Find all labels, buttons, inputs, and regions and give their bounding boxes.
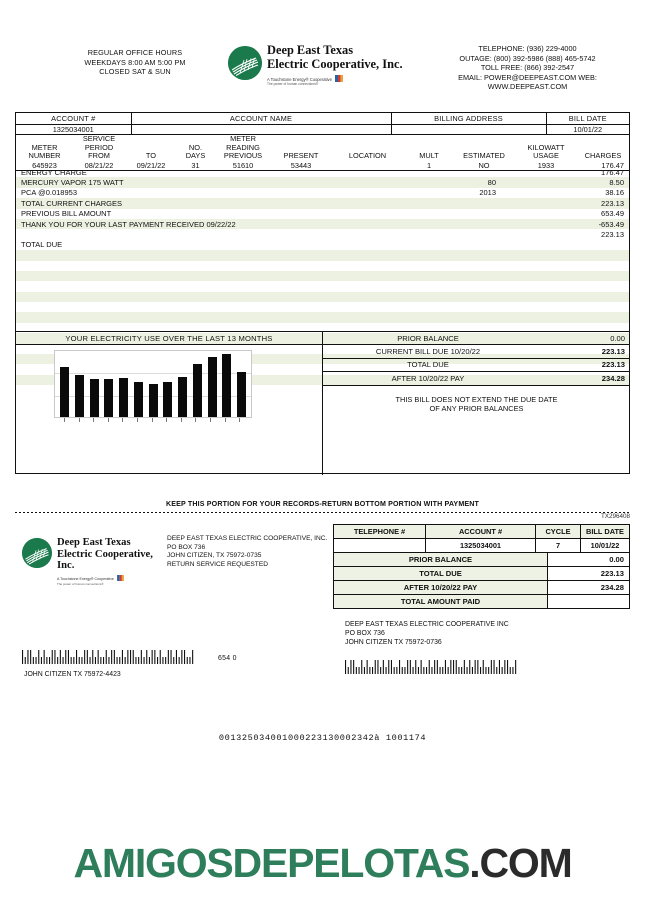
balance-value: 234.28 [601, 373, 625, 383]
col-charges: CHARGES [577, 135, 629, 161]
balance-value: 223.13 [601, 360, 625, 370]
usage-bar-tick [93, 418, 94, 422]
usage-bar-tick [181, 418, 182, 422]
service-from-value: 08/21/22 [73, 161, 125, 171]
stub-account-header: ACCOUNT # [426, 525, 536, 538]
balance-value: 223.13 [601, 347, 625, 357]
stub-account-value: 1325034001 [426, 539, 536, 552]
remit-line-3: JOHN CITIZEN TX 75972-0736 [345, 639, 442, 647]
stub-company-address-line-1: DEEP EAST TEXAS ELECTRIC COOPERATIVE, INC. [167, 535, 328, 542]
form-code: TX296408 [600, 513, 630, 520]
company-name-line-2: Electric Cooperative, Inc. [267, 56, 403, 71]
watermark [0, 840, 645, 887]
bill-date-header: BILL DATE [546, 113, 629, 124]
touchstone-subtagline: The power of human connections® [267, 81, 319, 86]
prior-balance-note-line-2: OF ANY PRIOR BALANCES [429, 403, 524, 413]
balance-label: PRIOR BALANCE [397, 333, 459, 343]
usage-chart-ticks [54, 418, 252, 423]
prior-balance-note [323, 386, 630, 414]
usage-bar [104, 379, 113, 417]
stub-summary-value: 0.00 [609, 555, 624, 564]
stub-company-name-line-1: Deep East Texas [57, 537, 131, 548]
stub-company-logo [22, 535, 167, 586]
usage-bar [193, 364, 202, 417]
contact-web: WWW.DEEPEAST.COM [487, 82, 568, 92]
mult-value: 1 [405, 161, 453, 171]
charge-units: 2013 [479, 188, 496, 198]
watermark-green-text: AMIGOSDEPELOTAS [73, 840, 470, 886]
usage-bar-tick [64, 418, 65, 422]
account-strip-value-row [16, 124, 629, 134]
remit-postal-barcode [345, 658, 520, 674]
estimated-value: NO [453, 161, 515, 171]
customer-postal-barcode [22, 648, 197, 664]
usage-bar [90, 379, 99, 417]
usage-bar [75, 375, 84, 417]
account-name-header: ACCOUNT NAME [131, 113, 391, 124]
col-service-period-to: TO [125, 135, 177, 161]
col-meter-reading-present: PRESENT [272, 135, 330, 161]
charge-description: TOTAL CURRENT CHARGES [21, 198, 122, 208]
bill-lower-section [16, 331, 629, 475]
usage-bar-tick [137, 418, 138, 422]
stub-table-header-row [334, 525, 629, 539]
charge-amount: 176.47 [601, 167, 624, 177]
charge-amount: -653.49 [598, 219, 624, 229]
usage-bar-tick [152, 418, 153, 422]
contact-outage: OUTAGE: (800) 392-5986 (888) 465-5742 [459, 53, 596, 63]
customer-address: JOHN CITIZEN TX 75972-4423 [24, 671, 121, 678]
account-name-value [131, 124, 391, 134]
usage-chart [54, 350, 252, 418]
stub-summary-row [334, 581, 629, 595]
stub-telephone-header: TELEPHONE # [334, 525, 426, 538]
usage-bar-tick [195, 418, 196, 422]
balance-value: 0.00 [610, 333, 625, 343]
charge-filler-row [16, 261, 629, 271]
charge-description: PCA @0.018953 [21, 188, 77, 198]
charge-line [16, 229, 629, 239]
stub-company-name-line-2: Electric Cooperative, Inc. [57, 548, 153, 572]
usage-chart-panel [16, 332, 323, 475]
reading-previous-value: 51610 [214, 161, 272, 171]
charge-amount: 223.13 [601, 198, 624, 208]
page-header [0, 38, 645, 100]
billing-address-value [391, 124, 546, 134]
usage-bar [208, 357, 217, 417]
billing-address-header: BILLING ADDRESS [391, 113, 546, 124]
usage-bar [163, 382, 172, 417]
stub-company-address-line-3: JOHN CITIZEN, TX 75972-0735 [167, 552, 262, 560]
stub-summary-label: PRIOR BALANCE [334, 553, 548, 566]
stub-summary-value: 234.28 [600, 583, 624, 592]
charge-amount: 8.50 [609, 178, 624, 188]
perforation-divider [15, 512, 630, 513]
account-number-header: ACCOUNT # [16, 113, 131, 124]
account-strip-table [16, 113, 629, 134]
micr-scanline: 001325034001000223130002342à 1001174 [218, 733, 427, 743]
charge-description: ENERGY CHARGE [21, 167, 87, 177]
stub-summary-row [334, 567, 629, 581]
cooperative-emblem-icon [228, 46, 262, 80]
meter-number-value: 645923 [16, 161, 73, 171]
stub-billdate-header: BILL DATE [581, 525, 629, 538]
keep-portion-notice: KEEP THIS PORTION FOR YOUR RECORDS-RETURN BOTTOM PORTION WITH PAYMENT [165, 500, 480, 508]
charge-description: TOTAL DUE [21, 240, 63, 250]
contact-info-block [420, 44, 635, 92]
office-hours-line-1: REGULAR OFFICE HOURS [87, 48, 183, 57]
charge-line [16, 219, 629, 229]
stub-summary-value [548, 595, 629, 608]
col-meter-number: METER NUMBER [16, 135, 73, 161]
touchstone-badge-icon [335, 75, 343, 82]
charge-description: PREVIOUS BILL AMOUNT [21, 209, 112, 219]
usage-bar [149, 384, 158, 417]
balance-row [323, 372, 630, 385]
charge-units: 80 [487, 178, 496, 188]
charge-line [16, 167, 629, 177]
stub-company-address [167, 535, 327, 569]
usage-bar-tick [79, 418, 80, 422]
stub-summary-value: 223.13 [600, 569, 624, 578]
stub-company-address-line-4: RETURN SERVICE REQUESTED [167, 560, 268, 568]
service-to-value: 09/21/22 [125, 161, 177, 171]
col-mult: MULT [405, 135, 453, 161]
usage-bar-tick [239, 418, 240, 422]
usage-bar [178, 377, 187, 417]
stub-summary-row [334, 595, 629, 608]
charge-filler-row [16, 302, 629, 312]
charge-amount: 38.16 [605, 188, 624, 198]
stub-telephone-value [334, 539, 426, 552]
balance-summary-panel [323, 332, 630, 475]
stub-summary-label: AFTER 10/20/22 PAY [334, 581, 548, 594]
touchstone-tagline-text: A Touchstone Energy® Cooperative [267, 76, 332, 82]
col-service-period-from: SERVICE PERIOD FROM [73, 135, 125, 161]
contact-tollfree: TOLL FREE: (866) 392-2547 [480, 63, 575, 73]
kilowatt-usage-value: 1933 [515, 161, 577, 171]
balance-label: CURRENT BILL DUE 10/20/22 [375, 347, 481, 357]
usage-bar [119, 378, 128, 417]
usage-bar-tick [225, 418, 226, 422]
remit-line-2: PO BOX 736 [345, 630, 385, 638]
col-kilowatt-usage: KILOWATT USAGE [515, 135, 577, 161]
stub-touchstone-tagline: A Touchstone Energy® Cooperative [57, 574, 167, 582]
usage-bar-tick [108, 418, 109, 422]
charge-line [16, 177, 629, 187]
stub-touchstone-badge-icon [117, 575, 125, 582]
stub-cycle-header: CYCLE [536, 525, 581, 538]
stub-summary-label: TOTAL DUE [334, 567, 548, 580]
charge-filler-row [16, 292, 629, 302]
balance-row [323, 359, 630, 372]
office-hours-line-3: CLOSED SAT & SUN [99, 67, 171, 77]
stub-company-address-line-2: PO BOX 736 [167, 543, 206, 551]
usage-bar-tick [166, 418, 167, 422]
col-location: LOCATION [330, 135, 405, 161]
usage-chart-title: YOUR ELECTRICITY USE OVER THE LAST 13 MONTHS [16, 332, 322, 345]
stub-table-value-row [334, 539, 629, 553]
days-value: 31 [177, 161, 214, 171]
charge-line [16, 240, 629, 250]
col-estimated: ESTIMATED [453, 135, 515, 161]
usage-bar-tick [122, 418, 123, 422]
bill-body [15, 112, 630, 474]
bill-date-value: 10/01/22 [573, 124, 603, 134]
balance-label: AFTER 10/20/22 PAY [391, 373, 465, 383]
charge-amount: 223.13 [601, 230, 624, 240]
charges-value: 176.47 [577, 161, 629, 171]
prior-balance-note-line-1: THIS BILL DOES NOT EXTEND THE DUE DATE [395, 394, 558, 404]
stub-payment-table [333, 524, 630, 609]
contact-telephone: TELEPHONE: (936) 229-4000 [478, 44, 577, 53]
charge-filler-row [16, 312, 629, 322]
balance-row [323, 345, 630, 358]
charge-filler-row [16, 250, 629, 260]
charge-amount: 653.49 [601, 209, 624, 219]
usage-bar [237, 372, 246, 417]
charge-line [16, 209, 629, 219]
office-hours-block [40, 48, 230, 77]
usage-bar [222, 354, 231, 417]
charge-line [16, 188, 629, 198]
usage-bar-tick [210, 418, 211, 422]
company-name-line-1: Deep East Texas [267, 43, 354, 57]
stub-touchstone-subtagline: The power of human connections® [57, 581, 104, 586]
charge-description: MERCURY VAPOR 175 WATT [21, 178, 124, 188]
stub-cooperative-emblem-icon [22, 538, 52, 568]
charge-filler-row [16, 271, 629, 281]
office-hours-line-2: WEEKDAYS 8:00 AM 5:00 PM [84, 57, 186, 67]
remit-to-address [345, 620, 509, 648]
usage-bar [134, 382, 143, 417]
col-days: NO. DAYS [177, 135, 214, 161]
stub-summary-row [334, 553, 629, 567]
charge-filler-row [16, 281, 629, 291]
touchstone-tagline [267, 74, 403, 82]
stub-billdate-value: 10/01/22 [590, 541, 620, 550]
company-logo [228, 42, 413, 98]
meter-detail-table [16, 134, 629, 171]
charge-line [16, 198, 629, 208]
account-number-value: 1325034001 [16, 124, 131, 134]
stub-cycle-value: 7 [536, 539, 581, 552]
balance-row [323, 332, 630, 345]
reading-present-value: 53443 [272, 161, 330, 171]
balance-label: TOTAL DUE [407, 360, 449, 370]
stub-summary-label: TOTAL AMOUNT PAID [334, 595, 548, 608]
meter-table-header-row [16, 135, 629, 161]
usage-bar [60, 367, 69, 417]
watermark-dark-text: .COM [469, 840, 572, 886]
contact-email: EMAIL: POWER@DEEPEAST.COM WEB: [458, 72, 597, 82]
account-strip-header-row [16, 113, 629, 124]
remit-line-1: DEEP EAST TEXAS ELECTRIC COOPERATIVE INC [345, 621, 509, 628]
col-meter-reading-previous: METER READING PREVIOUS [214, 135, 272, 161]
sequence-number: 654 0 [218, 655, 237, 662]
charge-description: THANK YOU FOR YOUR LAST PAYMENT RECEIVED 09/22/22 [21, 219, 236, 229]
